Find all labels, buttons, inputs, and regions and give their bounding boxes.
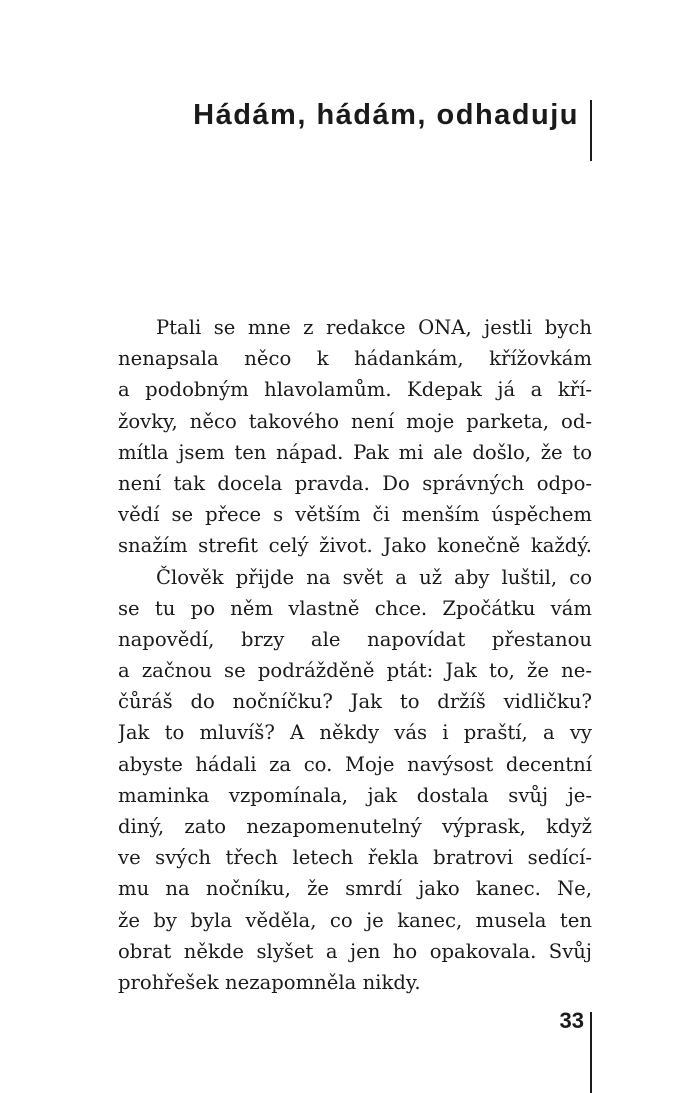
body-text [118, 312, 592, 998]
text-line: čůráš do nočníčku? Jak to držíš vidličku? [118, 690, 592, 714]
title-vertical-rule [590, 100, 592, 161]
text-line: Člověk přijde na svět a už aby luštil, co [156, 565, 592, 589]
text-line: mítla jsem ten nápad. Pak mi ale došlo, že to [118, 440, 592, 464]
text-line: obrat někde slyšet a jen ho opakovala. Svůj [118, 939, 592, 963]
text-line: diný, zato nezapomenutelný výprask, když [118, 815, 592, 838]
text-line: Ptali se mne z redakce ONA, jestli bych [156, 316, 592, 339]
paragraph-2 [118, 562, 592, 999]
page-number: 33 [559, 1008, 584, 1033]
page-number-vertical-rule [590, 1012, 592, 1093]
text-line: nenapsala něco k hádankám, křížovkám [118, 347, 592, 371]
text-line: vědí se přece s větším či menším úspěchem [118, 503, 592, 527]
text-line: Jak to mluvíš? A někdy vás i praští, a vy [118, 721, 592, 745]
text-line: ve svých třech letech řekla bratrovi sedící- [118, 846, 592, 870]
text-line: abyste hádali za co. Moje navýsost decentní [118, 752, 592, 776]
text-line: že by byla věděla, co je kanec, musela ten [118, 908, 592, 932]
text-line: není tak docela pravda. Do správných odpo- [118, 471, 592, 495]
text-line: a začnou se podrážděně ptát: Jak to, že ne- [118, 659, 592, 683]
text-line: maminka vzpomínala, jak dostala svůj je- [118, 783, 592, 807]
text-line: se tu po něm vlastně chce. Zpočátku vám [118, 596, 592, 620]
text-line: napovědí, brzy ale napovídat přestanou [118, 627, 592, 651]
text-line: žovky, něco takového není moje parketa, od- [118, 409, 592, 433]
paragraph-1 [118, 312, 592, 562]
text-line: prohřešek nezapomněla nikdy. [118, 970, 421, 994]
text-line: snažím strefit celý život. Jako konečně každý. [118, 534, 592, 558]
chapter-title: Hádám, hádám, odhaduju [193, 99, 579, 131]
text-line: a podobným hlavolamům. Kdepak já a kří- [118, 378, 592, 402]
text-line: mu na nočníku, že smrdí jako kanec. Ne, [118, 877, 592, 901]
